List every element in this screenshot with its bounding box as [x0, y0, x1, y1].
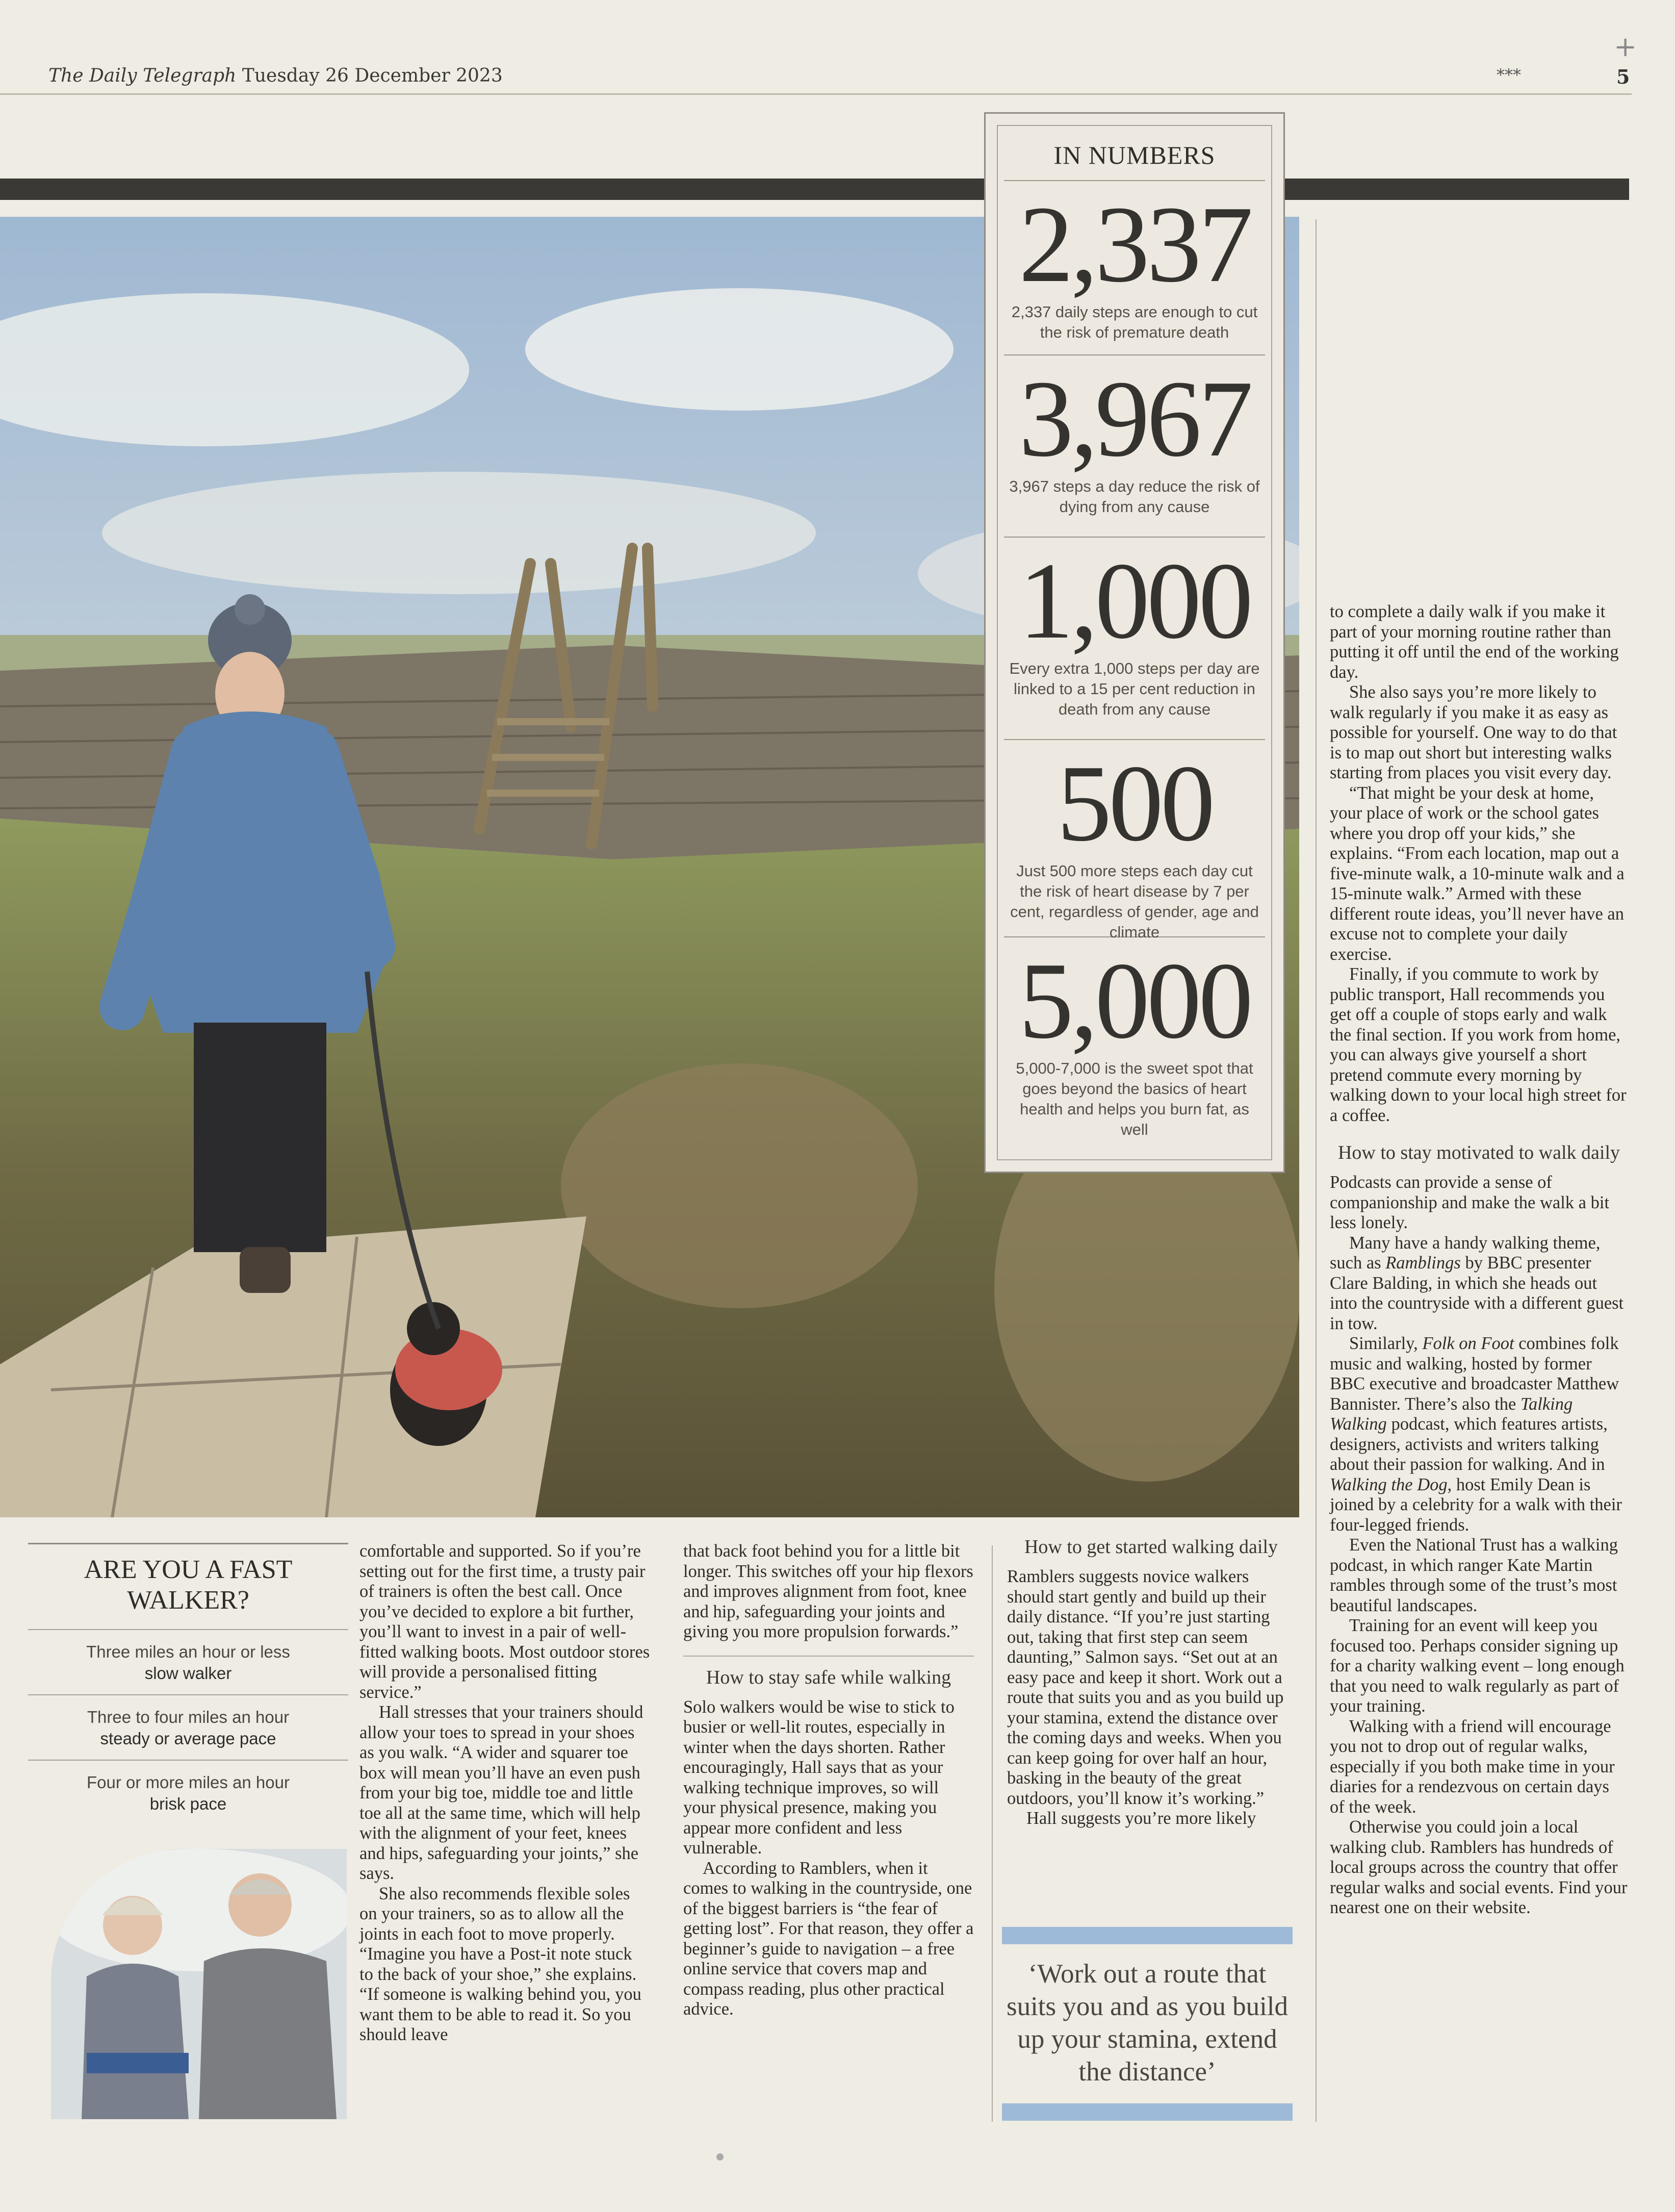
print-dot — [716, 2153, 724, 2160]
paper-name: The Daily Telegraph — [48, 65, 237, 86]
subhead-get-started: How to get started walking daily — [1024, 1536, 1278, 1558]
body-paragraph: Even the National Trust has a walking podcast, in which ranger Kate Martin rambles through some of the trust’s most beautiful landscapes. — [1330, 1535, 1618, 1615]
pull-quote-top-bar — [1002, 1927, 1293, 1944]
body-paragraph: Hall stresses that your trainers should allow your toes to spread in your shoes as you walk. “A wider and squarer toe box will mean you’ll have an even push from your big toe, middle toe and little toe all at the same time, which will help with the alignment of your feet, knees and hips, safeguarding your joints,” she says. — [359, 1702, 643, 1883]
page-number: 5 — [1616, 65, 1630, 88]
couple-walking-photo — [51, 1849, 347, 2119]
pace-speed: Four or more miles an hour — [87, 1773, 290, 1792]
article-column-4 — [1007, 1535, 1295, 1829]
podcast-title: Walking the Dog — [1330, 1474, 1448, 1494]
stat-2337 — [1004, 181, 1265, 355]
stat-value: 500 — [1056, 742, 1213, 864]
body-paragraph: that back foot behind you for a little bit longer. This switches off your hip flexors and improves alignment from foot, knee and hip, safeguarding your joints and giving you more propulsion forwards.” — [683, 1541, 973, 1641]
pace-speed: Three to four miles an hour — [87, 1708, 290, 1726]
stat-value: 1,000 — [1019, 540, 1250, 662]
body-paragraph: Podcasts can provide a sense of companionship and make the walk a bit less lonely. — [1330, 1173, 1610, 1232]
section-bar-left — [0, 179, 984, 200]
body-paragraph: According to Ramblers, when it comes to walking in the countryside, one of the biggest barriers is “the fear of getting lost”. For that reason, they offer a beginner’s guide to navigation – a free online service that covers map and compass reading, plus other practical advice. — [683, 1858, 974, 2019]
text-run: podcast, which features artists, designers, activists and writers talking about their passion for walking. And in — [1330, 1414, 1608, 1474]
body-paragraph: comfortable and supported. So if you’re setting out for the first time, a trusty pair of trainers is often the best call. Once you’ve decided to explore a bit further, you’ll want to invest in a pair of well-fitted walking boots. Most outdoor stores will provide a personalised fitting service.” — [359, 1541, 650, 1702]
text-run: Many have a handy walking theme, such as — [1330, 1233, 1601, 1273]
pace-label: slow walker — [144, 1664, 232, 1683]
section-bar-right — [1285, 179, 1629, 200]
stat-caption: Just 500 more steps each day cut the risk of heart disease by 7 per cent, regardless of gender, age and climate — [1010, 862, 1259, 941]
stat-value: 2,337 — [1019, 183, 1250, 305]
stat-500 — [1004, 740, 1265, 941]
stat-caption: Every extra 1,000 steps per day are linked to a 15 per cent reduction in death from any cause — [1009, 659, 1260, 718]
article-column-3 — [683, 1541, 974, 2020]
column-rule — [992, 1545, 993, 2122]
header-rule — [0, 93, 1632, 95]
body-paragraph: to complete a daily walk if you make it part of your morning routine rather than putting it off until the end of the working day. — [1330, 602, 1619, 682]
body-paragraph: She also recommends flexible soles on your trainers, so as to allow all the joints in each foot to move properly. “Imagine you have a Post-it note stuck to the back of your shoe,” she explains. “If someone is walking behind you, you want them to be able to read it. So you should leave — [359, 1884, 641, 2044]
stat-5000 — [1004, 937, 1265, 1151]
in-numbers-box — [984, 112, 1285, 1173]
body-paragraph: Walking with a friend will encourage you not to drop out of regular walks, especially if you both make time in your diaries for a rendezvous on certain days of the week. — [1330, 1716, 1615, 1817]
body-paragraph — [1330, 1233, 1628, 1334]
pull-quote-block — [1002, 1927, 1293, 2121]
in-numbers-title: IN NUMBERS — [1004, 126, 1265, 181]
stat-caption: 3,967 steps a day reduce the risk of dying from any cause — [1009, 477, 1260, 516]
body-paragraph: Ramblers suggests novice walkers should start gently and build up their daily distance. “If you’re just starting out, taking that first step can seem daunting,” Salmon says. “Set out at an easy pace and keep it short. Work out a route that suits you and as you build up your stamina, extend the distance over the coming days and weeks. When you can keep going for over half an hour, basking in the beauty of the great outdoors, you’ll know it’s working.” — [1007, 1567, 1284, 1808]
pace-steady — [28, 1694, 348, 1760]
pace-slow — [28, 1629, 348, 1694]
body-paragraph: Training for an event will keep you focused too. Perhaps consider signing up for a charity walking event – long enough that you need to walk regularly as part of your training. — [1330, 1616, 1625, 1716]
stat-caption: 2,337 daily steps are enough to cut the risk of premature death — [1011, 303, 1258, 341]
stat-value: 5,000 — [1019, 939, 1250, 1061]
podcast-title: Ramblings — [1385, 1253, 1461, 1273]
fast-walker-title-line1: ARE YOU A FAST — [84, 1555, 293, 1584]
body-paragraph: Solo walkers would be wise to stick to busier or well-lit routes, especially in winter when the days shorten. Rather encouragingly, Hall says that as your walking technique improves, so will your physical presence, making you appear more confident and less vulnerable. — [683, 1697, 955, 1858]
stat-value: 3,967 — [1019, 358, 1250, 479]
edition-stars: *** — [1497, 65, 1521, 85]
body-paragraph: She also says you’re more likely to walk regularly if you make it as easy as possible for yourself. One way to do that is to map out short but interesting walks starting from places you visit every day. — [1330, 682, 1617, 782]
article-column-2 — [359, 1541, 650, 2045]
body-paragraph: Hall suggests you’re more likely — [1026, 1809, 1256, 1828]
pace-label: steady or average pace — [100, 1729, 276, 1748]
pace-brisk — [28, 1760, 348, 1825]
text-run: , host Emily Dean is joined by a celebrity for a walk with their four-legged friends. — [1330, 1474, 1622, 1535]
text-run: by BBC presenter Clare Balding, in which she heads out into the countryside with a different guest in tow. — [1330, 1253, 1624, 1333]
subhead-stay-safe: How to stay safe while walking — [706, 1666, 951, 1688]
body-paragraph: Finally, if you commute to work by public transport, Hall recommends you get off a couple of stops early and walk the final section. If you work from home, you can always give yourself a short pretend commute every morning by walking down to your local high street for a coffee. — [1330, 964, 1627, 1125]
stat-1000 — [1004, 538, 1265, 740]
column-rule — [1316, 219, 1317, 2122]
subhead-stay-motivated: How to stay motivated to walk daily — [1337, 1142, 1620, 1163]
body-paragraph — [1330, 1334, 1628, 1535]
issue-date: Tuesday 26 December 2023 — [242, 65, 503, 86]
registration-mark-icon: + — [1614, 31, 1637, 63]
stat-caption: 5,000-7,000 is the sweet spot that goes beyond the basics of heart health and helps you burn fat, as well — [1016, 1059, 1253, 1138]
stat-3967 — [1004, 355, 1265, 538]
text-run: combines folk music and walking, hosted by former BBC executive and broadcaster Matthew Bannister. There’s also the — [1330, 1334, 1619, 1414]
body-paragraph: Otherwise you could join a local walking club. Ramblers has hundreds of local groups across the country that offer regular walks and social events. Find your nearest one on their website. — [1330, 1817, 1628, 1917]
pull-quote-bottom-bar — [1002, 2103, 1293, 2121]
pace-label: brisk pace — [149, 1794, 227, 1813]
podcast-title: Talking Walking — [1330, 1394, 1573, 1434]
pull-quote: ‘Work out a route that suits you and as you build up your stamina, extend the distance’ — [1006, 1959, 1289, 2087]
text-run: Similarly, — [1349, 1334, 1423, 1353]
fast-walker-title-line2: WALKER? — [127, 1586, 249, 1615]
pace-speed: Three miles an hour or less — [86, 1642, 290, 1661]
fast-walker-title — [28, 1555, 348, 1616]
body-paragraph: “That might be your desk at home, your place of work or the school gates where you drop off your kids,” she explains. “From each location, map out a five-minute walk, a 10-minute walk and a 15-minute walk.” Armed with these different route ideas, you’ll never have an excuse not to complete your daily exercise. — [1330, 783, 1625, 964]
article-column-5 — [1330, 602, 1628, 1918]
subhead-rule — [683, 1656, 974, 1657]
masthead — [48, 65, 503, 86]
in-numbers-inner-frame — [997, 125, 1272, 1160]
podcast-title: Folk on Foot — [1422, 1334, 1514, 1353]
